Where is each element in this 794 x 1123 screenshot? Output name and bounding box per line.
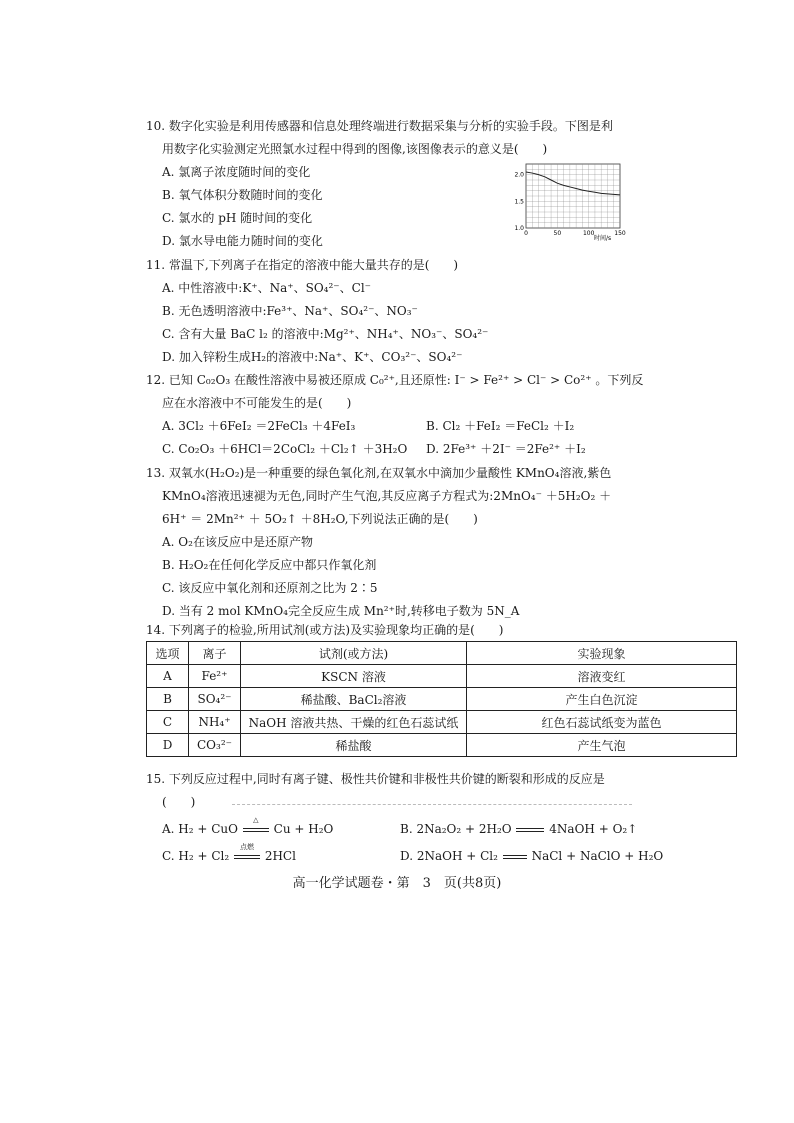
- q15-d-reactants: D. 2NaOH + Cl₂: [400, 849, 498, 863]
- chart-y-tick-label: 2.0: [514, 171, 524, 179]
- q12-stem-line2: 应在水溶液中不可能发生的是( ): [162, 396, 352, 410]
- ignite-condition: 点燃: [240, 843, 254, 851]
- q15-c-reactants: C. H₂ + Cl₂: [162, 849, 230, 863]
- q10-option-d: D. 氯水导电能力随时间的变化: [162, 234, 323, 248]
- ignite-arrow: [233, 843, 261, 865]
- q13-stem-line1: 13. 双氧水(H₂O₂)是一种重要的绿色氧化剂,在双氧水中滴加少量酸性 KMnO₄溶液,紫色: [146, 466, 612, 480]
- table-cell: 溶液变红: [467, 665, 737, 688]
- q12-option-b: B. Cl₂ ＋FeI₂ ＝FeCl₂ ＋I₂: [426, 419, 575, 433]
- table-cell: Fe²⁺: [189, 665, 241, 688]
- table-cell: D: [147, 734, 189, 757]
- equals-sign: [503, 855, 527, 859]
- q12-option-a: A. 3Cl₂ ＋6FeI₂ ＝2FeCl₃ ＋4FeI₃: [162, 419, 356, 433]
- q15-b-reactants: B. 2Na₂O₂ + 2H₂O: [400, 822, 512, 836]
- q15-stem-line1: 15. 下列反应过程中,同时有离子键、极性共价键和非极性共价键的断裂和形成的反应是: [146, 772, 605, 786]
- q11-stem: 11. 常温下,下列离子在指定的溶液中能大量共存的是( ): [146, 258, 459, 272]
- table-cell: 红色石蕊试纸变为蓝色: [467, 711, 737, 734]
- q10-line-chart: [510, 160, 628, 242]
- divider: [232, 804, 632, 805]
- chart-y-tick-label: 1.0: [514, 225, 524, 232]
- q14-stem: 14. 下列离子的检验,所用试剂(或方法)及实验现象均正确的是( ): [146, 623, 504, 637]
- q10-stem-line1: 10. 数字化实验是利用传感器和信息处理终端进行数据采集与分析的实验手段。下图是利: [146, 119, 613, 133]
- table-header-cell: 离子: [189, 642, 241, 665]
- table-row: [147, 734, 737, 757]
- chart-series-line: [526, 172, 620, 195]
- q15-option-a: [162, 816, 334, 838]
- table-row: [147, 711, 737, 734]
- chart-x-tick-label: 100: [582, 230, 595, 237]
- table-cell: SO₄²⁻: [189, 688, 241, 711]
- q13-stem-line2: KMnO₄溶液迅速褪为无色,同时产生气泡,其反应离子方程式为:2MnO₄⁻ ＋5H₂O₂ ＋: [162, 489, 612, 503]
- q15-b-products: 4NaOH + O₂↑: [549, 822, 638, 836]
- table-cell: 稀盐酸: [241, 734, 467, 757]
- q12-stem-line1: 12. 已知 C₀₂O₃ 在酸性溶液中易被还原成 C₀²⁺,且还原性: I⁻ > Fe²⁺ > Cl⁻ > Co²⁺ 。下列反: [146, 373, 644, 387]
- q12-option-c: C. Co₂O₃ ＋6HCl＝2CoCl₂ ＋Cl₂↑ ＋3H₂O: [162, 442, 408, 456]
- q15-option-d: [400, 847, 663, 865]
- table-cell: B: [147, 688, 189, 711]
- equals-sign: [516, 828, 544, 832]
- q11-option-b: B. 无色透明溶液中:Fe³⁺、Na⁺、SO₄²⁻、NO₃⁻: [162, 304, 418, 318]
- table-header-cell: 试剂(或方法): [241, 642, 467, 665]
- q13-option-d: D. 当有 2 mol KMnO₄完全反应生成 Mn²⁺时,转移电子数为 5N_A: [162, 604, 520, 618]
- q11-option-a: A. 中性溶液中:K⁺、Na⁺、SO₄²⁻、Cl⁻: [162, 281, 371, 295]
- table-cell: C: [147, 711, 189, 734]
- table-cell: A: [147, 665, 189, 688]
- q15-a-reactants: A. H₂ + CuO: [162, 822, 239, 836]
- chart-x-axis-label: 时间/s: [594, 235, 612, 242]
- chart-x-tick-label: 150: [614, 230, 626, 237]
- table-row: [147, 688, 737, 711]
- q11-option-d: D. 加入锌粉生成H₂的溶液中:Na⁺、K⁺、CO₃²⁻、SO₄²⁻: [162, 350, 463, 364]
- q10-option-c: C. 氯水的 pH 随时间的变化: [162, 211, 313, 225]
- q15-c-products: 2HCl: [264, 849, 296, 863]
- q13-option-a: A. O₂在该反应中是还原产物: [162, 535, 313, 549]
- table-cell: 产生白色沉淀: [467, 688, 737, 711]
- table-cell: NH₄⁺: [189, 711, 241, 734]
- table-cell: NaOH 溶液共热、干燥的红色石蕊试纸: [241, 711, 467, 734]
- q15-d-products: NaCl + NaClO + H₂O: [531, 849, 664, 863]
- table-cell: CO₃²⁻: [189, 734, 241, 757]
- chart-grid: [526, 164, 620, 228]
- table-cell: 产生气泡: [467, 734, 737, 757]
- table-header-cell: 选项: [147, 642, 189, 665]
- chart-y-tick-label: 1.5: [514, 198, 524, 206]
- q10-option-b: B. 氧气体积分数随时间的变化: [162, 188, 323, 202]
- q11-option-c: C. 含有大量 BaC l₂ 的溶液中:Mg²⁺、NH₄⁺、NO₃⁻、SO₄²⁻: [162, 327, 489, 341]
- table-header-row: [147, 642, 737, 665]
- heat-arrow: [242, 816, 270, 838]
- table-cell: 稀盐酸、BaCl₂溶液: [241, 688, 467, 711]
- q12-option-d: D. 2Fe³⁺ ＋2I⁻ ＝2Fe²⁺ ＋I₂: [426, 442, 586, 456]
- q15-option-c: [162, 843, 296, 865]
- chart-x-tick-label: 50: [553, 230, 562, 237]
- chart-x-tick-label: 0: [524, 230, 528, 237]
- q13-option-c: C. 该反应中氧化剂和还原剂之比为 2∶5: [162, 581, 378, 595]
- q15-stem-line2: ( ): [162, 795, 196, 809]
- q15-option-b: [400, 820, 637, 838]
- q10-stem-line2: 用数字化实验测定光照氯水过程中得到的图像,该图像表示的意义是( ): [162, 142, 548, 156]
- page-footer: 高一化学试题卷・第 3 页(共8页): [292, 876, 502, 891]
- table-header-cell: 实验现象: [467, 642, 737, 665]
- table-row: [147, 665, 737, 688]
- q10-option-a: A. 氯离子浓度随时间的变化: [162, 165, 311, 179]
- table-cell: KSCN 溶液: [241, 665, 467, 688]
- q15-a-products: Cu + H₂O: [273, 822, 334, 836]
- q13-option-b: B. H₂O₂在任何化学反应中都只作氧化剂: [162, 558, 377, 572]
- q13-stem-line3: 6H⁺ ＝ 2Mn²⁺ ＋ 5O₂↑ ＋8H₂O,下列说法正确的是( ): [162, 512, 478, 526]
- heat-condition: △: [253, 816, 259, 824]
- q14-table: [146, 641, 737, 757]
